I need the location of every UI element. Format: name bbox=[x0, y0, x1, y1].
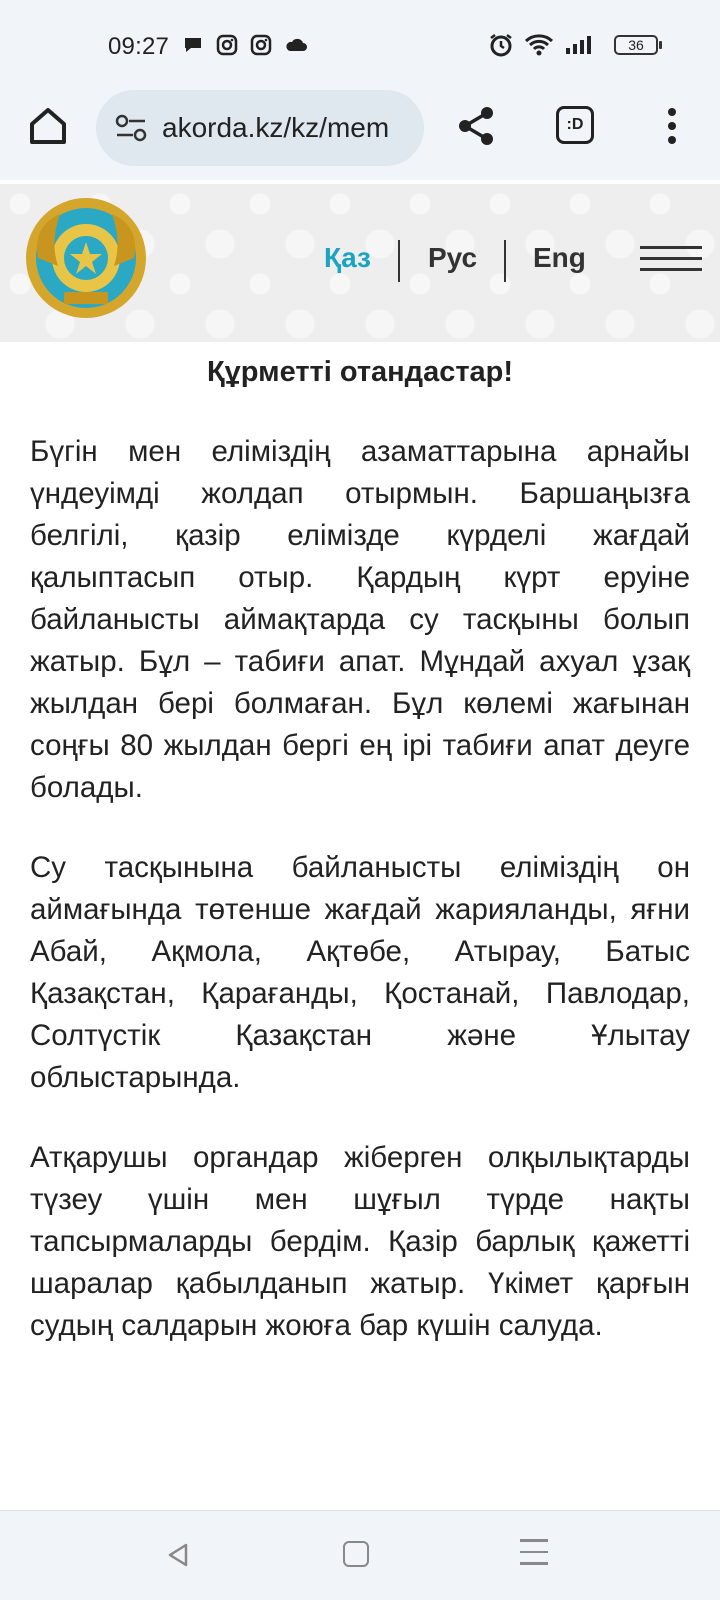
article-paragraph: Атқарушы органдар жіберген олқылықтарды түзеу үшін мен шұғыл түрде нақты тапсырмаларды бердім. Қазір барлық қажетті шаралар қабылданып жатыр. Үкімет қарғын судың салдарын жоюға бар күшін салуда. bbox=[30, 1141, 690, 1342]
browser-toolbar bbox=[0, 90, 720, 180]
status-bar bbox=[0, 0, 720, 90]
recent-apps-icon[interactable] bbox=[520, 1539, 548, 1569]
url-text[interactable]: akorda.kz/kz/mem bbox=[162, 112, 390, 143]
alarm-icon bbox=[488, 32, 514, 58]
address-bar[interactable] bbox=[96, 90, 424, 166]
chat-icon bbox=[182, 34, 204, 56]
wifi-icon bbox=[524, 33, 554, 57]
article-paragraph: Су тасқынына байланысты еліміздің он аймағында төтенше жағдай жарияланды, яғни Абай, Ақмола, Ақтөбе, Атырау, Батыс Қазақстан, Қарағанды, Қостанай, Павлодар, Солтүстік Қазақстан және Ұлытау облыстарында. bbox=[30, 851, 690, 1094]
system-navigation-bar bbox=[0, 1510, 720, 1600]
divider bbox=[504, 240, 506, 282]
instagram-icon bbox=[250, 34, 272, 56]
site-settings-icon[interactable] bbox=[114, 111, 148, 145]
language-russian-link[interactable]: Рус bbox=[428, 242, 478, 273]
more-options-icon[interactable] bbox=[660, 104, 684, 148]
article-paragraph: Бүгін мен еліміздің азаматтарына арнайы үндеуімді жолдап отырмын. Баршаңызға белгілі, қазір елімізде күрделі жағдай қалыптасып отыр. Қардың күрт еруіне байланысты аймақтарда су тасқыны болып жатыр. Бұл – табиғи апат. Мұндай ахуал ұзақ жылдан бері болмаған. Бұл көлемі жағынан соңғы 80 жылдан бергі ең ірі табиғи апат деуге болады. bbox=[30, 435, 690, 804]
hamburger-menu-icon[interactable] bbox=[640, 246, 702, 272]
status-time: 09:27 bbox=[108, 33, 170, 60]
notification-icons bbox=[182, 34, 308, 56]
language-kazakh-link[interactable]: Қаз bbox=[324, 242, 371, 273]
tabs-button[interactable]: :D bbox=[556, 106, 594, 144]
instagram-icon bbox=[216, 34, 238, 56]
home-button[interactable] bbox=[343, 1541, 369, 1567]
battery-icon: 36 bbox=[614, 35, 658, 55]
article-heading: Құрметті отандастар! bbox=[206, 356, 514, 388]
back-icon[interactable] bbox=[164, 1541, 192, 1569]
home-icon[interactable] bbox=[26, 104, 70, 148]
cloud-icon bbox=[284, 34, 308, 56]
system-icons bbox=[488, 32, 594, 58]
signal-icon bbox=[564, 34, 594, 56]
state-emblem-logo[interactable] bbox=[24, 196, 148, 320]
share-icon[interactable] bbox=[454, 104, 498, 148]
site-header bbox=[0, 184, 720, 342]
language-english-link[interactable]: Eng bbox=[533, 242, 586, 273]
divider bbox=[398, 240, 400, 282]
article-content bbox=[30, 342, 690, 1385]
